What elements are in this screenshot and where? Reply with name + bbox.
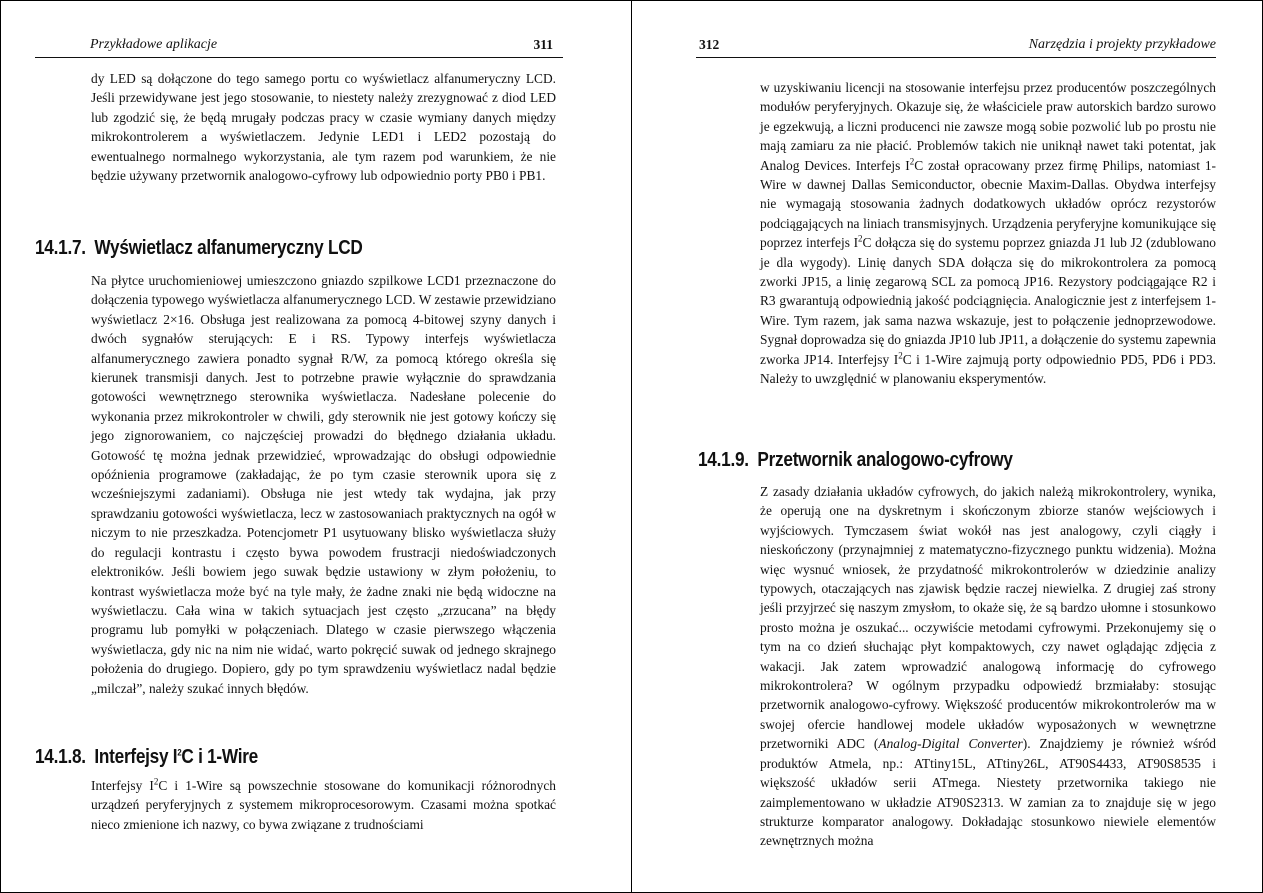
section-title-pre: Interfejsy I: [94, 746, 178, 768]
section-heading-lcd: [35, 237, 363, 260]
section-heading-adc: [698, 449, 1013, 472]
body-part-a: Z zasady działania układów cyfrowych, do jakich należą mikrokontrolery, wynika, że operują one na dyskretnym i skończonym zbiorze stanów wejściowych i wyjściowych. Tymczasem świat wokół nas jest analogowy, czyli ciągły i nieskończony (przynajmniej z matematyczno-fizycznego punktu widzenia). Można więc wysnuć wniosek, że przydatność mikrokontrolerów w dziedzinie analizy typowych, otaczających nas zjawisk będzie raczej niewielka. Z drugiej zaś strony jeśli przyjrzeć się naszym zmysłom, to okaże się, że są bardzo ułomne i stosunkowo prosto można je oszukać... oczywiście metodami cyfrowymi. Przekonujemy się o tym na co dzień słuchając płyt kompaktowych, czy nawet oglądając zdjęcia z wakacji. Jak zatem wprowadzić analogową informację do cyfrowego mikrokontrolera? W ogólnym przypadku odpowiedź brzmiałaby: stosując przetwornik analogowo-cyfrowy. Większość producentów mikrokontrolerów ma w swojej ofercie handlowej modele układów wyposażonych w wewnętrzne przetworniki ADC (: [760, 484, 1216, 752]
right-page: [632, 1, 1262, 892]
page-number: 312: [699, 37, 720, 52]
body-part-b: ). Znajdziemy je również wśród produktów Atmela, np.: ATtiny15L, ATtiny26L, AT90S4433, AT90S8535 i większość układów serii ATmega. Niestety przetwornika takiego nie zaimplementowano w układzie AT90S2313. W zamian za to znajduje się w jego strukturze komparator analogowy. Dokładając stosunkowo niewiele elementów zewnętrznych można: [760, 736, 1216, 849]
para-part-b: C został opracowany przez firmę Philips, natomiast 1-Wire w dawnej Dallas Semiconductor, obecnie Maxim-Dallas. Obydwa interfejsy nie wymagają stosowania żadnych dodatkowych układów oprócz rezystorów podciągających na liniach transmisyjnych. Urządzenia peryferyjne komunikujące się poprzez interfejs I: [760, 157, 1216, 251]
para-part-c: C dołącza się do systemu poprzez gniazda J1 lub J2 (zdublowano je dla wygody). Linię danych SDA dołącza się do mikrokontrolera za pomocą zworki JP15, a linię zegarową SCL za pomocą JP16. Rezystory podciągające R2 i R3 gwarantują odpowiednią jakość podciągnięcia. Analogicznie jest z interfejsem 1-Wire. Tym razem, jak sama nazwa wskazuje, jest to połączenie jednoprzewodowe. Sygnał doprowadza się do gniazda JP10 lub JP11, a dołączenie do systemu zapewnia zworka JP14. Interfejsy I: [760, 235, 1217, 367]
interfaces-paragraph: [760, 78, 1216, 389]
para-part-d: C i 1-Wire zajmują porty odpowiednio PD5, PD6 i PD3. Należy to uwzględnić w planowaniu eksperymentów.: [760, 351, 1216, 387]
lcd-section-body: Na płytce uruchomieniowej umieszczono gniazdo szpilkowe LCD1 przeznaczone do dołączenia typowego wyświetlacza alfanumerycznego LCD. W zestawie przewidziano wyświetlacz 2×16. Obsługa jest realizowana za pomocą 4-bitowej szyny danych i dwóch sygnałów sterujących: E i RS. Typowy interfejs wyświetlacza alfanumerycznego zawiera ponadto sygnał R/W, za pomocą którego określa się kierunek transmisji danych. Jest to potrzebne prawie wyłącznie do sprawdzania gotowości wewnętrznego sterownika wyświetlacza. Nadesłane polecenie do wykonania przez mikrokontroler w chwili, gdy sterownik nie jest gotowy kończy się jego zignorowaniem, co najczęściej prowadzi do błędnego działania układu. Gotowość tę można jednak przewidzieć, wprowadzając do obsługi odpowiednie opóźnienia programowe (zakładając, że po tym czasie sterownik upora się z wcześniejszymi zadaniami). Obsługa nie jest wtedy tak wydajna, jak przy sprawdzaniu gotowości wyświetlacza, lecz w zastosowaniach praktycznych na ogół w niczym to nie przeszkadza. Potencjometr P1 usytuowany blisko wyświetlacza służy do regulacji kontrastu i często bywa powodem frustracji niedoświadczonych elektroników. Jeśli bowiem jego suwak będzie ustawiony w złym położeniu, to kontrast wyświetlacza może być na tyle mały, że żadne znaki nie będą widoczne na wyświetlaczu. Cała wina w takich sytuacjach jest często „zrzucana” na błędy programu lub pomyłki w połączeniach. Dlatego w czasie pierwszego włączenia wyświetlacza, gdy nic na nim nie widać, warto pokręcić suwak od jednego skrajnego położenia do drugiego. Dopiero, gdy po tym sprawdzeniu wyświetlacz nadal będzie „milczał”, należy szukać innych błędów.: [91, 273, 557, 696]
section-title: Wyświetlacz alfanumeryczny LCD: [94, 237, 363, 259]
section-heading-i2c: [35, 746, 258, 769]
section-number: 14.1.7.: [35, 237, 86, 259]
running-head-title: Narzędzia i projekty przykładowe: [1028, 37, 1216, 52]
body-post: C i 1-Wire są powszechnie stosowane do komunikacji różnorodnych urządzeń peryferyjnych z systemem mikroprocesorowym. Czasami można spotkać nieco zmienione ich nazwy, co bywa związane z trudnościami: [91, 778, 556, 832]
para-part-a: w uzyskiwaniu licencji na stosowanie interfejsu przez producentów poszczególnych modułów peryferyjnych. Okazuje się, że właściciele praw autorskich bardzo surowo je egzekwują, a liczni producenci nie zawsze mogą sobie pozwolić lub po prostu nie mają zamiaru za nie płacić. Problemów takich nie uniknął nawet taki potentat, jak Analog Devices. Interfejs I: [760, 80, 1216, 173]
sup-3: 2: [898, 350, 903, 361]
page-number: 311: [533, 37, 553, 52]
section-title: Przetwornik analogowo-cyfrowy: [757, 449, 1013, 471]
sup-2: 2: [858, 233, 863, 244]
section-title-sup: 2: [177, 747, 182, 758]
body-pre: Interfejsy I: [91, 778, 154, 793]
body-italic: Analog-Digital Converter: [878, 736, 1023, 752]
body-sup: 2: [153, 776, 159, 787]
adc-section-body: [760, 482, 1216, 851]
i2c-section-body: [91, 776, 556, 834]
left-page-header: [35, 35, 563, 58]
section-title-post: C i 1-Wire: [181, 746, 258, 768]
intro-paragraph: dy LED są dołączone do tego samego portu co wyświetlacz alfanumeryczny LCD. Jeśli przewidywane jest jego stosowanie, to niestety należy zrezygnować z diod LED lub zgodzić się, że będą mrugały podczas pracy w czasie wymiany danych między mikrokontrolerem a wyświetlaczem. Jedynie LED1 i LED2 pozostają do ewentualnego normalnego wykorzystania, ale tym razem pod warunkiem, że nie będzie używany przetwornik analogowo-cyfrowy lub odpowiednio porty PB0 i PB1.: [91, 71, 556, 184]
sup-1: 2: [909, 156, 915, 167]
section-number: 14.1.8.: [35, 746, 86, 768]
running-head-title: Przykładowe aplikacje: [90, 37, 218, 52]
left-page: [1, 1, 631, 892]
section-number: 14.1.9.: [698, 449, 749, 471]
right-page-header: [696, 35, 1216, 58]
